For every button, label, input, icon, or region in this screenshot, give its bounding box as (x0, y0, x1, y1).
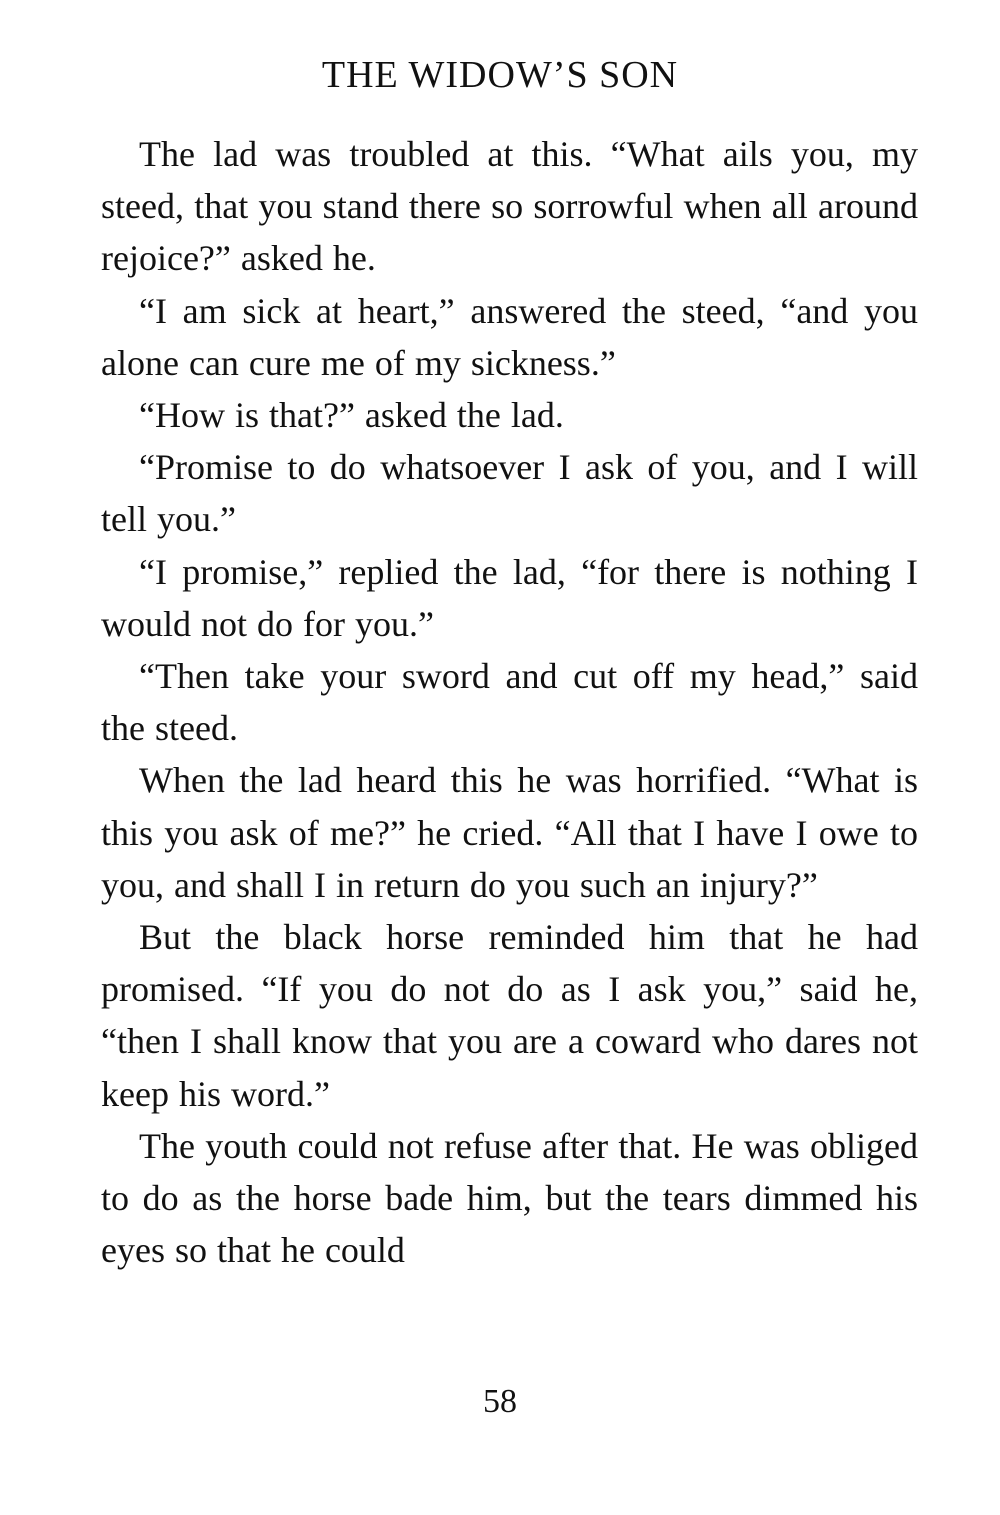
paragraph: But the black horse reminded him that he had promised. “If you do not do as I ask you,” said he, “then I shall know that you are a coward who dares not keep his word.” (101, 917, 918, 1114)
paragraph: “I am sick at heart,” answered the steed, “and you alone can cure me of my sickness.” (101, 290, 918, 383)
paragraph: The youth could not refuse after that. He was obliged to do as the horse bade him, but the tears dimmed his eyes so that he could (101, 1125, 918, 1271)
body-text (101, 128, 918, 1276)
paragraph: “Then take your sword and cut off my head,” said the steed. (101, 656, 918, 749)
paragraph: The lad was troubled at this. “What ails you, my steed, that you stand there so sorrowful when all around rejoice?” asked he. (101, 134, 918, 279)
paragraph: “Promise to do whatsoever I ask of you, and I will tell you.” (101, 447, 918, 540)
paragraph: When the lad heard this he was horrified. “What is this you ask of me?” he cried. “All that I have I owe to you, and shall I in return do you such an injury?” (101, 760, 918, 905)
paragraph: “I promise,” replied the lad, “for there is nothing I would not do for you.” (101, 551, 918, 644)
running-head: THE WIDOW’S SON (321, 54, 679, 96)
page-number: 58 (483, 1383, 517, 1420)
paragraph: “How is that?” asked the lad. (139, 395, 564, 436)
